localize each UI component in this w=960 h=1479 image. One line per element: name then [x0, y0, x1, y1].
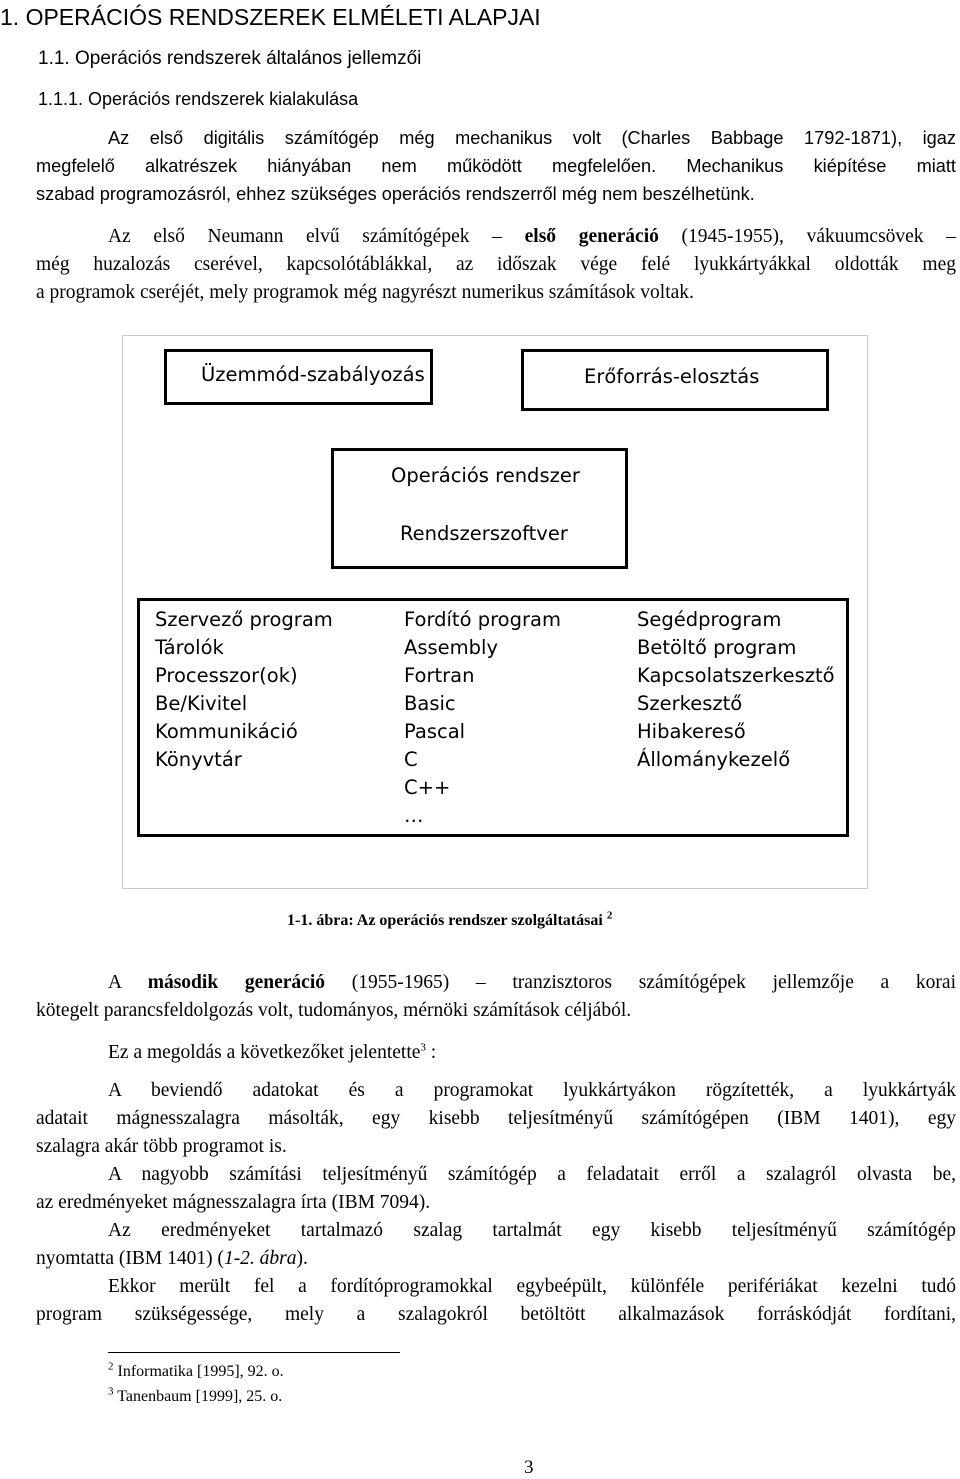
resource-allocation-box: Erőforrás-elosztás — [521, 349, 829, 411]
first-generation-term: első generáció — [524, 226, 659, 247]
para3-line1: A második generáció (1955-1965) – tranzisztoros számítógépek jellemzője a korai — [108, 972, 956, 993]
para1-line3: szabad programozásról, ehhez szükséges operációs rendszerről még nem beszélhetünk. — [36, 184, 755, 204]
second-generation-term: második generáció — [147, 972, 326, 993]
os-services-diagram — [122, 335, 868, 889]
mode-control-box: Üzemmód-szabályozás — [164, 349, 433, 405]
para5-line1: A beviendő adatokat és a programokat lyukkártyákon rögzítették, a lyukkártyák — [108, 1080, 956, 1101]
chapter-heading: 1. OPERÁCIÓS RENDSZEREK ELMÉLETI ALAPJAI — [0, 4, 541, 30]
footnote-divider — [108, 1352, 400, 1353]
para1-line1: Az első digitális számítógép még mechanikus volt (Charles Babbage 1792-1871), igaz — [108, 128, 956, 148]
para3-line2: kötegelt parancsfeldolgozás volt, tudományos, mérnöki számítások céljából. — [36, 1000, 632, 1021]
figure-caption: 1-1. ábra: Az operációs rendszer szolgáltatásai $^2$ — [287, 909, 613, 929]
section-heading: 1.1. Operációs rendszerek általános jellemzői — [38, 48, 422, 69]
subsection-heading: 1.1.1. Operációs rendszerek kialakulása — [38, 89, 359, 109]
organizer-program-column: Szervező program Tárolók Processzor(ok) Be/Kivitel Kommunikáció Könyvtár — [155, 608, 333, 771]
para2-line1: Az első Neumann elvű számítógépek – első generáció (1945-1955), vákuumcsövek – — [108, 226, 956, 247]
para6-line1: A nagyobb számítási teljesítményű számítógép a feladatait erről a szalagról olvasta be, — [108, 1164, 956, 1185]
utility-program-column: Segédprogram Betöltő program Kapcsolatszerkesztő Szerkesztő Hibakereső Állománykezelő — [637, 608, 835, 771]
para2-line2: még huzalozás cserével, kapcsolótáblákkal, az időszak vége felé lyukkártyákkal oldották meg — [36, 254, 956, 275]
para5-line2: adatait mágnesszalagra másolták, egy kisebb teljesítményű számítógépen (IBM 1401), egy — [36, 1108, 956, 1129]
para4-line: Ez a megoldás a következőket jelentette$^3$ : — [108, 1041, 437, 1063]
operating-system-box: Operációs rendszer Rendszerszoftver — [331, 448, 628, 569]
compiler-program-column: Fordító program Assembly Fortran Basic Pascal C C++ … — [404, 608, 561, 827]
para8-line2: program szükségessége, mely a szalagokról betöltött alkalmazások forráskódját fordítani, — [36, 1304, 956, 1325]
para5-line3: szalagra akár több programot is. — [36, 1136, 287, 1157]
para1-line2: megfelelő alkatrészek hiányában nem működött megfelelően. Mechanikus kiépítése miatt — [36, 156, 956, 176]
page-number: 3 — [524, 1457, 534, 1478]
footnote-3: $^3$ Tanenbaum [1999], 25. o. — [108, 1385, 283, 1405]
para2-line3: a programok cseréjét, mely programok még nagyrészt numerikus számítások voltak. — [36, 282, 694, 303]
para7-line1: Az eredményeket tartalmazó szalag tartalmát egy kisebb teljesítményű számítógép — [108, 1220, 956, 1241]
para6-line2: az eredményeket mágnesszalagra írta (IBM 7094). — [36, 1192, 431, 1213]
para7-line2: nyomtatta (IBM 1401) (1-2. ábra). — [36, 1248, 308, 1269]
figure-reference: 1-2. ábra — [223, 1248, 297, 1269]
footnote-2: $^2$ Informatika [1995], 92. o. — [108, 1360, 284, 1380]
system-software-table — [137, 598, 849, 837]
para8-line1: Ekkor merült fel a fordítóprogramokkal egybeépült, különféle perifériákat kezelni tudó — [108, 1276, 956, 1297]
